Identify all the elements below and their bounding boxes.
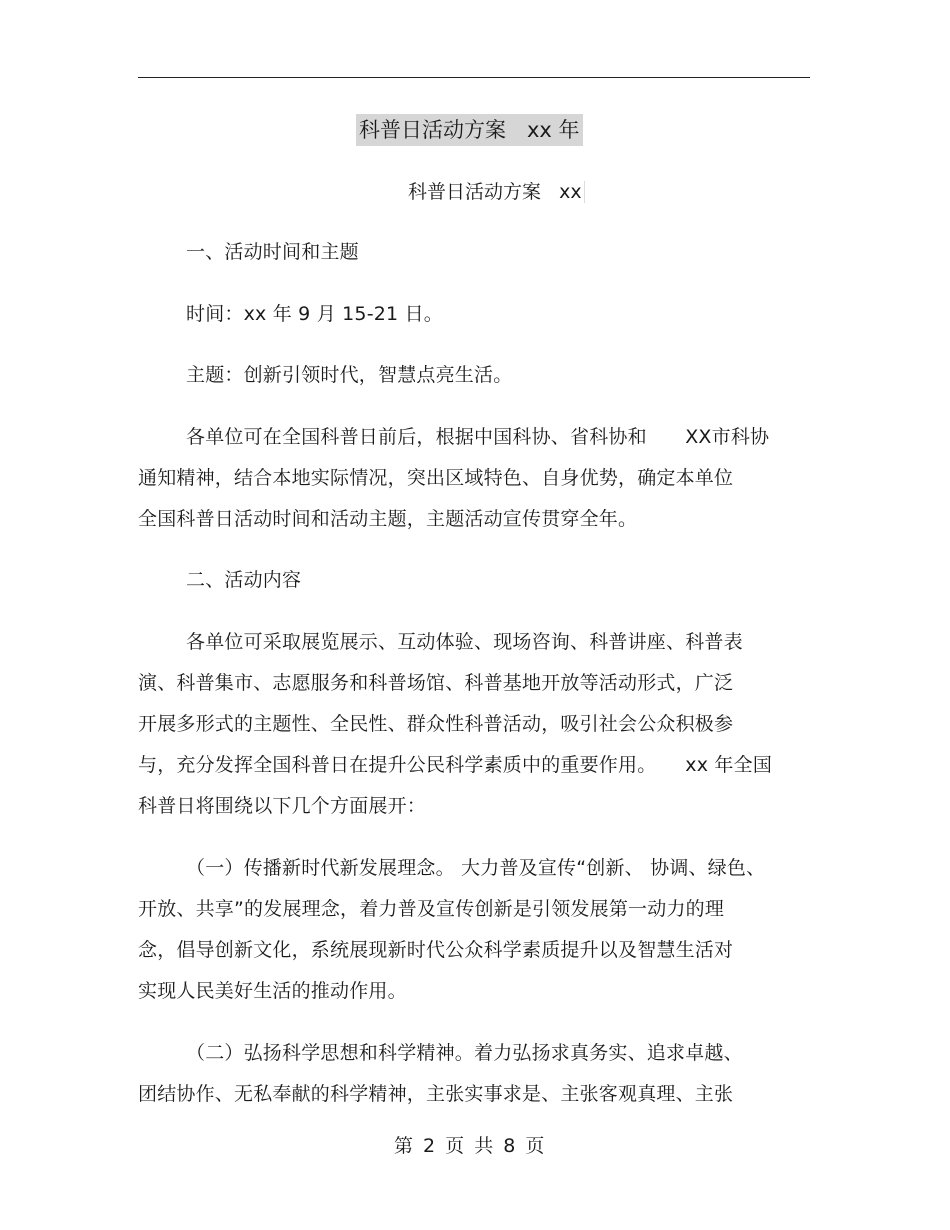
paragraph-line: 实现人民美好生活的推动作用。 — [138, 980, 407, 1002]
paragraph-line: 开放、共享”的发展理念，着力普及宣传创新是引领发展第一动力的理 — [138, 898, 725, 920]
subtitle-suffix: xx — [559, 181, 585, 203]
paragraph-line: 各单位可在全国科普日前后，根据中国科协、省科协和 XX市科协 — [186, 426, 770, 448]
paragraph-line: 时间：xx 年 9 月 15-21 日。 — [186, 303, 443, 325]
paragraph-line: 开展多形式的主题性、全民性、群众性科普活动，吸引社会公众积极参 — [138, 713, 734, 735]
section-heading-1: 一、活动时间和主题 — [186, 241, 359, 263]
document-title: 科普日活动方案 xx 年 — [356, 114, 583, 146]
page-footer: 第 2 页 共 8 页 — [394, 1135, 545, 1157]
paragraph-line: 各单位可采取展览展示、互动体验、现场咨询、科普讲座、科普表 — [186, 631, 743, 653]
paragraph-line: 团结协作、无私奉献的科学精神，主张实事求是、主张客观真理、主张 — [138, 1083, 734, 1105]
paragraph-line: 念，倡导创新文化，系统展现新时代公众科学素质提升以及智慧生活对 — [138, 939, 734, 961]
paragraph-line: 全国科普日活动时间和活动主题，主题活动宣传贯穿全年。 — [138, 508, 638, 530]
paragraph-line: （一）传播新时代新发展理念。 大力普及宣传“创新、 协调、绿色、 — [186, 857, 766, 879]
subtitle-main: 科普日活动方案 — [408, 181, 542, 203]
paragraph-line: 主题：创新引领时代，智慧点亮生活。 — [186, 364, 513, 386]
header-rule — [138, 77, 810, 78]
section-heading-2: 二、活动内容 — [186, 569, 302, 591]
paragraph-line: 演、科普集市、志愿服务和科普场馆、科普基地开放等活动形式，广泛 — [138, 672, 734, 694]
paragraph-line: 科普日将围绕以下几个方面展开： — [138, 795, 427, 817]
paragraph-line: 通知精神，结合本地实际情况，突出区域特色、自身优势，确定本单位 — [138, 467, 734, 489]
document-subtitle — [408, 179, 585, 205]
paragraph-line: （二）弘扬科学思想和科学精神。着力弘扬求真务实、追求卓越、 — [186, 1042, 743, 1064]
paragraph-line: 与，充分发挥全国科普日在提升公民科学素质中的重要作用。 xx 年全国 — [138, 754, 773, 776]
